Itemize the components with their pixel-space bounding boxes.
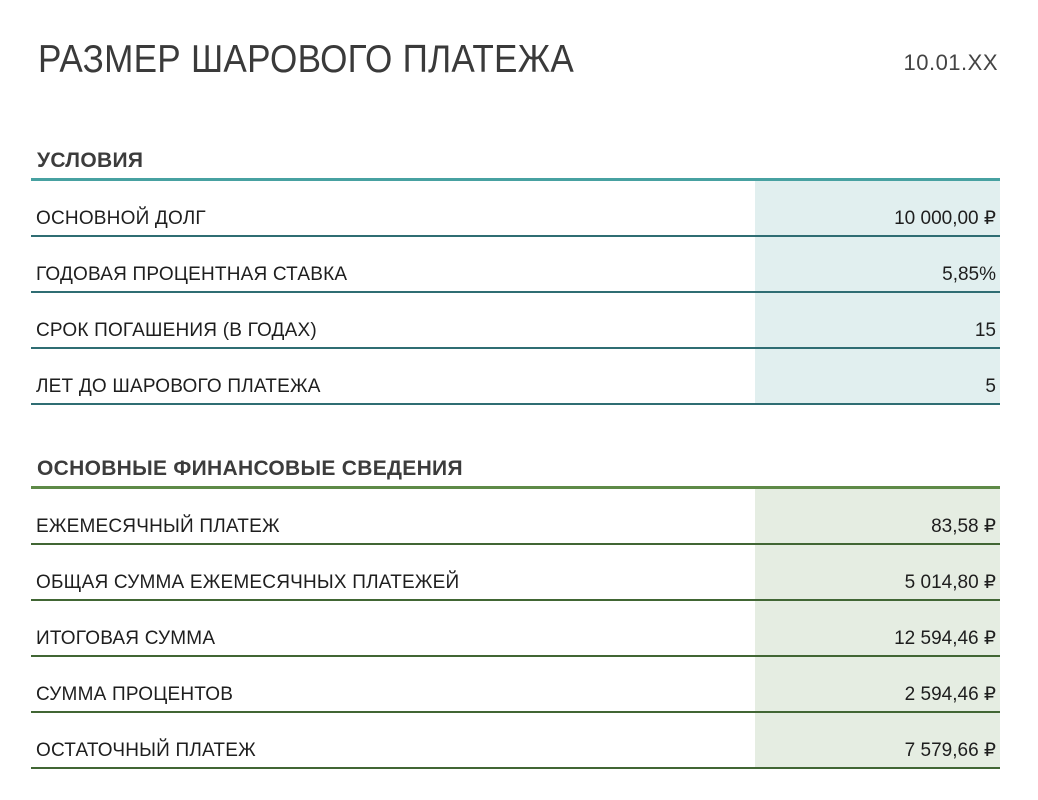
financials-row-balloon-payment [31, 713, 1000, 769]
total-amount-value-cell[interactable] [755, 601, 1000, 655]
financials-row-total-monthly-payments [31, 545, 1000, 601]
row-label: ЕЖЕМЕСЯЧНЫЙ ПЛАТЕЖ [36, 516, 280, 537]
row-label: ИТОГОВАЯ СУММА [36, 628, 216, 649]
financials-row-total-interest [31, 657, 1000, 713]
terms-heading: УСЛОВИЯ [37, 149, 144, 172]
term-years-value: 15 [974, 320, 996, 341]
financials-row-total-amount [31, 601, 1000, 657]
principal-value-cell[interactable] [755, 181, 1000, 235]
financials-heading: ОСНОВНЫЕ ФИНАНСОВЫЕ СВЕДЕНИЯ [37, 457, 463, 480]
row-label: ЛЕТ ДО ШАРОВОГО ПЛАТЕЖА [36, 376, 321, 397]
monthly-payment-value-cell[interactable] [755, 489, 1000, 543]
row-label: ОСТАТОЧНЫЙ ПЛАТЕЖ [36, 740, 256, 761]
terms-section-header [31, 146, 1000, 181]
terms-section [31, 146, 1000, 405]
total-amount-value: 12 594,46 ₽ [894, 628, 996, 649]
balloon-payment-value-cell[interactable] [755, 713, 1000, 767]
interest-rate-value: 5,85% [942, 264, 996, 285]
monthly-payment-value: 83,58 ₽ [931, 516, 996, 537]
balloon-payment-value: 7 579,66 ₽ [904, 740, 996, 761]
term-years-value-cell[interactable] [755, 293, 1000, 347]
terms-row-principal [31, 181, 1000, 237]
terms-row-term-years [31, 293, 1000, 349]
financials-row-monthly-payment [31, 489, 1000, 545]
page-title: РАЗМЕР ШАРОВОГО ПЛАТЕЖА [38, 38, 575, 81]
principal-value: 10 000,00 ₽ [894, 208, 996, 229]
row-label: ГОДОВАЯ ПРОЦЕНТНАЯ СТАВКА [36, 264, 348, 285]
total-monthly-payments-value: 5 014,80 ₽ [904, 572, 996, 593]
row-label: ОСНОВНОЙ ДОЛГ [36, 208, 206, 229]
years-to-balloon-value-cell[interactable] [755, 349, 1000, 403]
total-monthly-payments-value-cell[interactable] [755, 545, 1000, 599]
years-to-balloon-value: 5 [985, 376, 996, 397]
row-label: СРОК ПОГАШЕНИЯ (В ГОДАХ) [36, 320, 317, 341]
document-date: 10.01.XX [903, 50, 998, 75]
total-interest-value-cell[interactable] [755, 657, 1000, 711]
total-interest-value: 2 594,46 ₽ [904, 684, 996, 705]
interest-rate-value-cell[interactable] [755, 237, 1000, 291]
terms-row-years-to-balloon [31, 349, 1000, 405]
financials-section-header [31, 454, 1000, 489]
financials-section [31, 454, 1000, 769]
terms-row-interest-rate [31, 237, 1000, 293]
row-label: ОБЩАЯ СУММА ЕЖЕМЕСЯЧНЫХ ПЛАТЕЖЕЙ [36, 572, 460, 593]
row-label: СУММА ПРОЦЕНТОВ [36, 684, 234, 705]
